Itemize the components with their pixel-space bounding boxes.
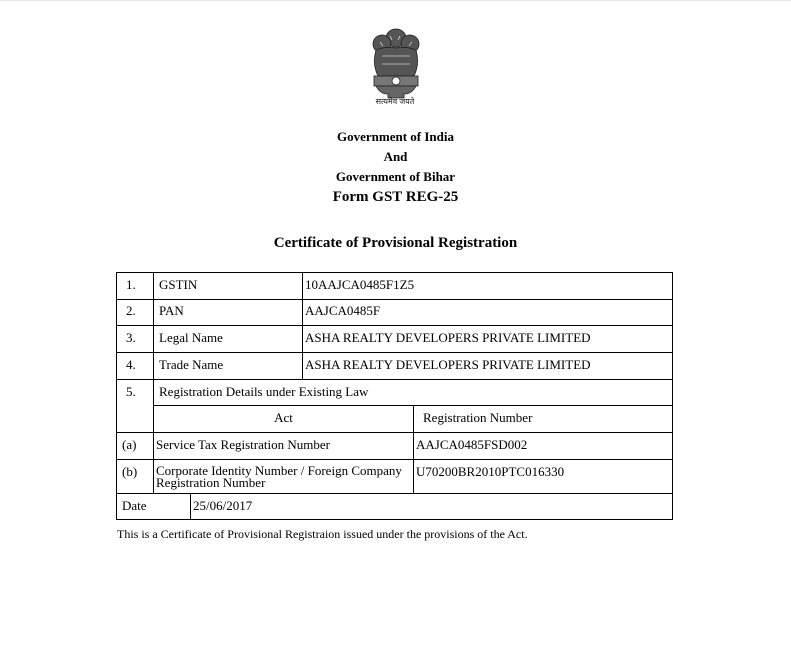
govt-bihar-heading: Government of Bihar bbox=[335, 169, 456, 184]
act-column-header: Act bbox=[274, 410, 293, 425]
govt-india-heading: Government of India bbox=[337, 129, 454, 144]
service-tax-number: AAJCA0485FSD002 bbox=[416, 437, 528, 452]
row-id: (a) bbox=[122, 437, 137, 452]
cin-label: Corporate Identity Number / Foreign Company Registration Number bbox=[156, 463, 402, 490]
pan-label: PAN bbox=[159, 303, 184, 318]
service-tax-label: Service Tax Registration Number bbox=[156, 437, 330, 452]
row-number: 2. bbox=[126, 303, 136, 318]
and-heading: And bbox=[383, 149, 408, 164]
trade-name-value: ASHA REALTY DEVELOPERS PRIVATE LIMITED bbox=[305, 357, 591, 372]
date-label: Date bbox=[122, 498, 147, 513]
row-number: 4. bbox=[126, 357, 136, 372]
cin-number: U70200BR2010PTC016330 bbox=[416, 464, 565, 479]
legal-name-label: Legal Name bbox=[159, 330, 223, 345]
row-number: 1. bbox=[126, 277, 136, 292]
registration-table bbox=[116, 272, 673, 520]
registration-number-column-header: Registration Number bbox=[423, 410, 533, 425]
gstin-label: GSTIN bbox=[159, 277, 198, 292]
date-value: 25/06/2017 bbox=[193, 498, 253, 513]
emblem-motto: सत्यमेव जयते bbox=[375, 97, 415, 106]
certificate-title: Certificate of Provisional Registration bbox=[273, 235, 518, 251]
legal-name-value: ASHA REALTY DEVELOPERS PRIVATE LIMITED bbox=[305, 330, 591, 345]
page-top-border bbox=[0, 0, 791, 1]
existing-law-label: Registration Details under Existing Law bbox=[159, 384, 369, 399]
form-number-heading: Form GST REG-25 bbox=[332, 189, 459, 205]
trade-name-label: Trade Name bbox=[159, 357, 224, 372]
pan-value: AAJCA0485F bbox=[305, 303, 381, 318]
gstin-value: 10AAJCA0485F1Z5 bbox=[305, 277, 415, 292]
row-number: 5. bbox=[126, 384, 136, 399]
footer-note: This is a Certificate of Provisional Registraion issued under the provisions of the Act. bbox=[117, 527, 528, 541]
row-number: 3. bbox=[126, 330, 136, 345]
row-id: (b) bbox=[122, 464, 138, 479]
